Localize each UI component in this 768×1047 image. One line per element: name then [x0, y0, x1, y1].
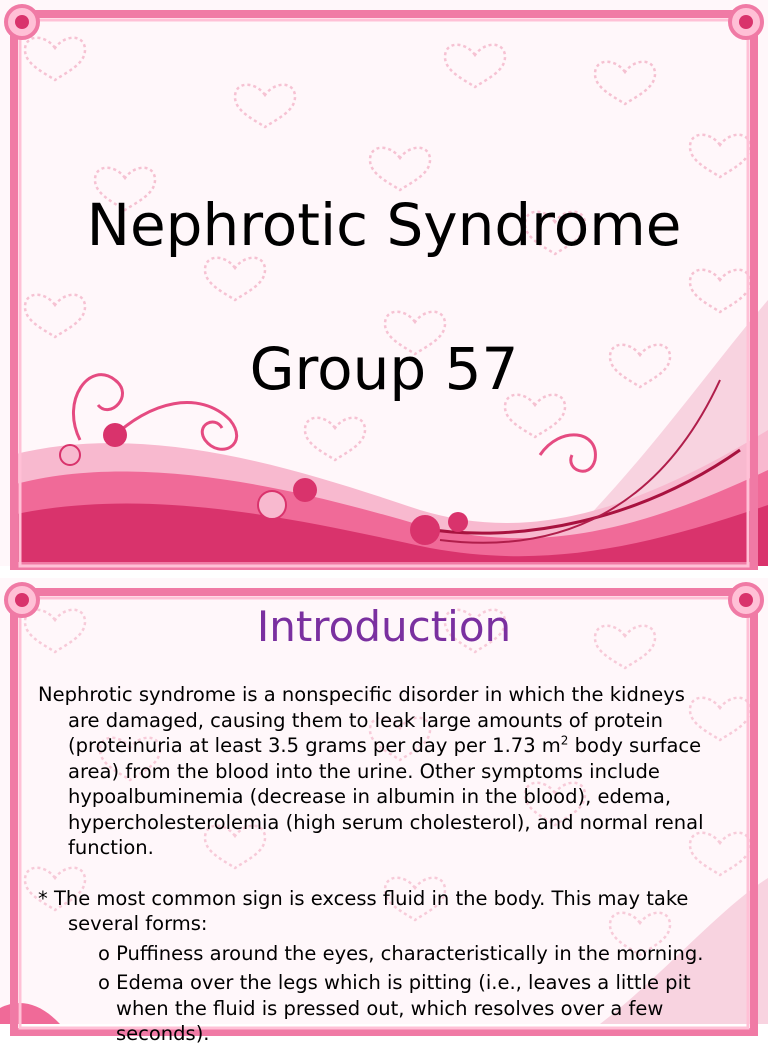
slide-subtitle: Group 57: [249, 335, 519, 403]
intro-text-part1: Nephrotic syndrome is a nonspecific disorder in which the kidneys are damaged, causing them to leak large amounts of protein (proteinuria at least 3.5 grams per day per 1.73 m: [38, 683, 685, 757]
sign-paragraph: * The most common sign is excess fluid in the body. This may take several forms:: [38, 886, 689, 935]
intro-paragraph: [38, 682, 718, 861]
slide-title: Introduction: [256, 602, 512, 651]
intro-text-part2: body surface area) from the blood into the urine. Other symptoms include hypoalbuminemia (decrease in albumin in the blood), edema, hypercholesterolemia (high serum cholesterol), and normal renal function.: [68, 734, 704, 859]
sub-bullet: o Puffiness around the eyes, characteristically in the morning.: [98, 941, 704, 965]
slide-title: Nephrotic Syndrome: [86, 191, 682, 259]
slide-body: [38, 682, 718, 1047]
sub-bullet: o Edema over the legs which is pitting (i.e., leaves a little pit when the fluid is pressed out, which resolves over a few seconds).: [98, 971, 691, 1045]
introduction-slide: [0, 578, 768, 1045]
superscript: 2: [560, 733, 569, 748]
